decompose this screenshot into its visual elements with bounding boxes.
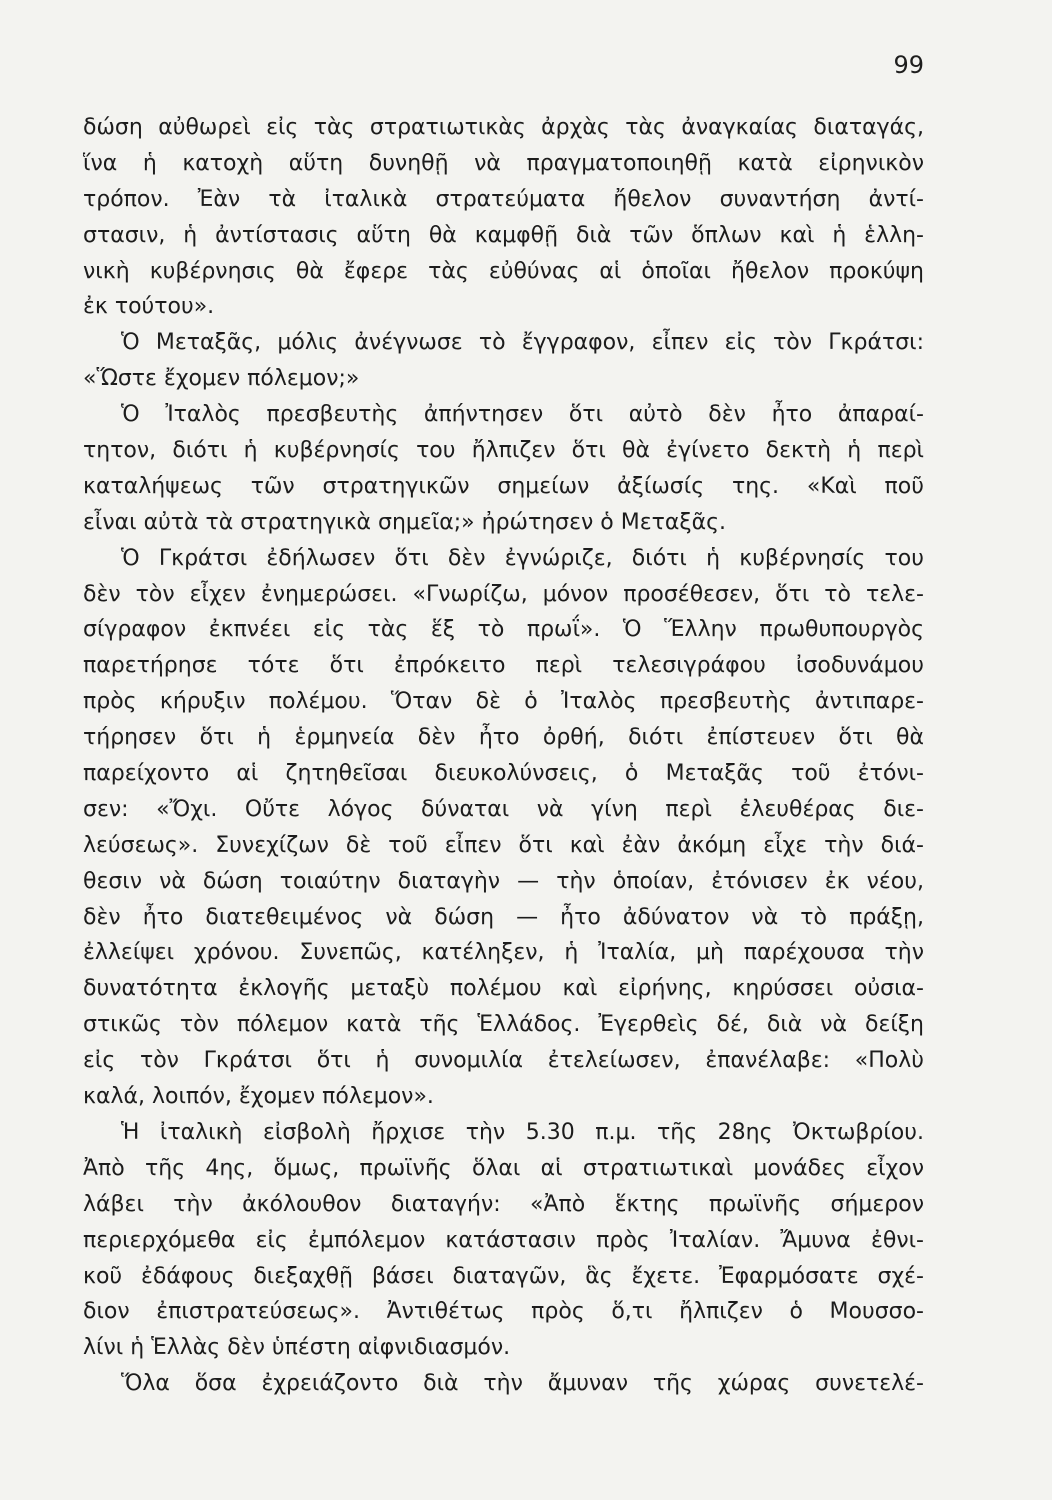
text-line: λίνι ἡ Ἑλλὰς δὲν ὑπέστη αἰφνιδιασμόν.: [83, 1335, 511, 1361]
text-line: εἶναι αὐτὰ τὰ στρατηγικὰ σημεῖα;» ἠρώτησεν ὁ Μεταξᾶς.: [83, 509, 727, 535]
text-line: δώση αὐθωρεὶ εἰς τὰς στρατιωτικὰς ἀρχὰς τὰς ἀναγκαίας διαταγάς,: [83, 115, 924, 140]
text-line: τήρησεν ὅτι ἡ ἑρμηνεία δὲν ἦτο ὀρθή, διότι ἐπίστευεν ὅτι θὰ: [83, 725, 924, 751]
text-line: πρὸς κήρυξιν πολέμου. Ὅταν δὲ ὁ Ἰταλὸς πρεσβευτὴς ἀντιπαρε-: [83, 689, 924, 715]
text-line: λάβει τὴν ἀκόλουθον διαταγήν: «Ἀπὸ ἕκτης πρωϊνῆς σήμερον: [83, 1191, 924, 1217]
page-number: 99: [893, 51, 924, 79]
text-line: εἰς τὸν Γκράτσι ὅτι ἡ συνομιλία ἐτελείωσεν, ἐπανέλαβε: «Πολὺ: [83, 1048, 924, 1074]
text-line: δυνατότητα ἐκλογῆς μεταξὺ πολέμου καὶ εἰρήνης, κηρύσσει οὐσια-: [83, 976, 924, 1002]
text-line: Ἀπὸ τῆς 4ης, ὅμως, πρωϊνῆς ὅλαι αἱ στρατιωτικαὶ μονάδες εἶχον: [83, 1155, 924, 1181]
text-line: σίγραφον ἐκπνέει εἰς τὰς ἕξ τὸ πρωΐ». Ὁ Ἕλλην πρωθυπουργὸς: [83, 617, 924, 643]
text-line: σεν: «Ὄχι. Οὔτε λόγος δύναται νὰ γίνη περὶ ἐλευθέρας διε-: [83, 796, 924, 822]
text-body: [83, 110, 924, 1402]
text-line: λεύσεως». Συνεχίζων δὲ τοῦ εἶπεν ὅτι καὶ ἐὰν ἀκόμη εἶχε τὴν διά-: [83, 832, 924, 858]
text-line: παρετήρησε τότε ὅτι ἐπρόκειτο περὶ τελεσιγράφου ἰσοδυνάμου: [83, 653, 924, 679]
text-line: Ὁ Μεταξᾶς, μόλις ἀνέγνωσε τὸ ἔγγραφον, εἶπεν εἰς τὸν Γκράτσι:: [121, 330, 924, 356]
text-line: ἵνα ἡ κατοχὴ αὕτη δυνηθῇ νὰ πραγματοποιηθῇ κατὰ εἰρηνικὸν: [83, 150, 924, 176]
text-line: ἐκ τούτου».: [83, 294, 215, 320]
text-line: διον ἐπιστρατεύσεως». Ἀντιθέτως πρὸς ὅ,τι ἤλπιζεν ὁ Μουσσο-: [83, 1299, 924, 1325]
text-line: νικὴ κυβέρνησις θὰ ἔφερε τὰς εὐθύνας αἱ ὁποῖαι ἤθελον προκύψη: [83, 258, 924, 284]
text-line: ἐλλείψει χρόνου. Συνεπῶς, κατέληξεν, ἡ Ἰταλία, μὴ παρέχουσα τὴν: [83, 940, 924, 966]
text-line: καλά, λοιπόν, ἔχομεν πόλεμον».: [83, 1084, 434, 1110]
text-line: κοῦ ἐδάφους διεξαχθῇ βάσει διαταγῶν, ἃς ἔχετε. Ἐφαρμόσατε σχέ-: [83, 1263, 924, 1289]
text-line: στασιν, ἡ ἀντίστασις αὕτη θὰ καμφθῇ διὰ τῶν ὅπλων καὶ ἡ ἑλλη-: [83, 222, 924, 248]
text-line: Ὁ Ἰταλὸς πρεσβευτὴς ἀπήντησεν ὅτι αὐτὸ δὲν ἦτο ἀπαραί-: [121, 402, 924, 428]
text-line: παρείχοντο αἱ ζητηθεῖσαι διευκολύνσεις, ὁ Μεταξᾶς τοῦ ἐτόνι-: [83, 761, 924, 787]
text-line: στικῶς τὸν πόλεμον κατὰ τῆς Ἑλλάδος. Ἐγερθεὶς δέ, διὰ νὰ δείξη: [83, 1012, 924, 1038]
text-line: δὲν ἦτο διατεθειμένος νὰ δώση — ἦτο ἀδύνατον νὰ τὸ πράξῃ,: [83, 904, 924, 930]
text-line: καταλήψεως τῶν στρατηγικῶν σημείων ἀξίωσίς της. «Καὶ ποῦ: [83, 473, 924, 499]
text-line: Ὅλα ὅσα ἐχρειάζοντο διὰ τὴν ἄμυναν τῆς χώρας συνετελέ-: [121, 1371, 924, 1397]
text-line: θεσιν νὰ δώση τοιαύτην διαταγὴν — τὴν ὁποίαν, ἐτόνισεν ἐκ νέου,: [83, 868, 924, 894]
text-line: δὲν τὸν εἶχεν ἐνημερώσει. «Γνωρίζω, μόνον προσέθεσεν, ὅτι τὸ τελε-: [83, 581, 924, 607]
text-line: «Ὥστε ἔχομεν πόλεμον;»: [83, 366, 360, 392]
text-line: τρόπον. Ἐὰν τὰ ἰταλικὰ στρατεύματα ἤθελον συναντήση ἀντί-: [83, 186, 924, 212]
text-line: Ἡ ἰταλικὴ εἰσβολὴ ἤρχισε τὴν 5.30 π.μ. τῆς 28ης Ὀκτωβρίου.: [121, 1119, 924, 1145]
text-line: Ὁ Γκράτσι ἐδήλωσεν ὅτι δὲν ἐγνώριζε, διότι ἡ κυβέρνησίς του: [121, 545, 924, 571]
text-line: τητον, διότι ἡ κυβέρνησίς του ἤλπιζεν ὅτι θὰ ἐγίνετο δεκτὴ ἡ περὶ: [83, 438, 924, 464]
text-line: περιερχόμεθα εἰς ἐμπόλεμον κατάστασιν πρὸς Ἰταλίαν. Ἄμυνα ἐθνι-: [83, 1227, 924, 1253]
